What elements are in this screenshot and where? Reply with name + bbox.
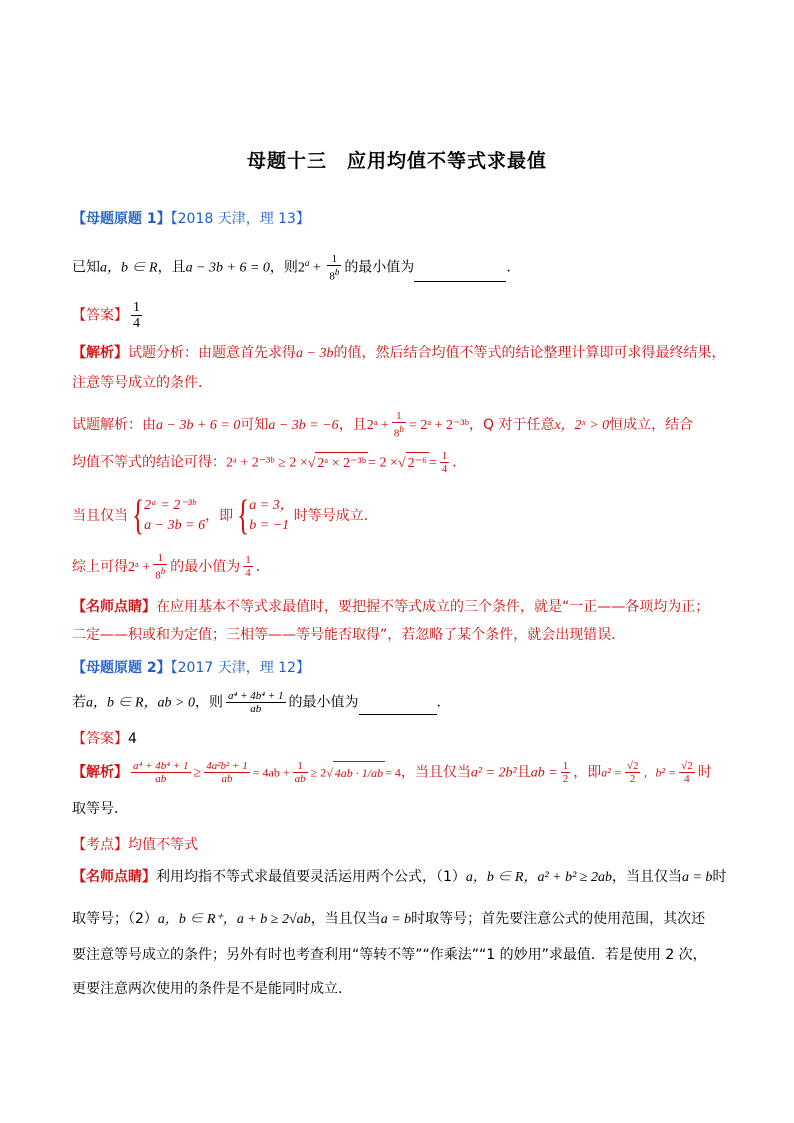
note2-c: ，当且仅当 <box>611 869 682 885</box>
q2-vars: a，b ∈ R <box>86 695 144 711</box>
analysis1-c: 的值，然后结合均值不等式的结论整理计算即可求得最终结果， <box>333 345 726 361</box>
an2-f2-num: 4a²b² + 1 <box>206 760 248 772</box>
sol1-e: ，且 <box>338 416 367 433</box>
problem1-header <box>72 208 732 230</box>
an2-cond-f: a² = <box>601 765 622 780</box>
system-2 <box>249 496 293 536</box>
sol2-radical-2: √ 2⁻⁶ <box>398 456 429 471</box>
answer2-value: 4 <box>128 731 137 747</box>
q2-fraction <box>226 690 286 715</box>
an2-ge: ≥ <box>193 765 202 781</box>
q1-then: ，则 <box>269 259 298 276</box>
sol1-h: ，Q 对于任意 <box>468 416 555 433</box>
problem2-header <box>72 657 732 679</box>
sys1-row1: 2ᵃ = 2⁻³ᵇ <box>144 498 196 513</box>
sol2-e: 2⁻⁶ <box>406 452 429 475</box>
analysis1-a: 试题分析：由题意首先求得 <box>128 345 296 361</box>
problem1-tag: 【母题原题 1】 <box>72 211 171 227</box>
q1-frac-den-base: 8 <box>329 270 335 283</box>
q2-cond: ，ab > 0 <box>143 695 196 711</box>
an2-cond-i: ，b² = <box>643 765 677 780</box>
conc-frac-den: 8$^b$ <box>155 566 166 582</box>
an2-f1-den: ab <box>155 773 167 785</box>
an2-b2-den: 4 <box>684 773 690 785</box>
sol1-b: a − 3b + 6 = 0 <box>156 417 241 433</box>
note2-l2a: 取等号；（2） <box>72 911 158 927</box>
an2-half <box>561 760 571 785</box>
an2-root: 4ab · 1/ab <box>333 761 385 784</box>
point2 <box>72 834 732 856</box>
answer1-num: 1 <box>133 300 140 315</box>
problem1-answer <box>72 300 732 331</box>
analysis1-tag: 【解析】 <box>72 345 128 361</box>
an2-frac1 <box>131 760 191 785</box>
solution1-line2 <box>72 450 732 475</box>
page-title: 母题十三 应用均值不等式求最值 <box>246 150 547 172</box>
q1-base: 2 <box>297 260 305 276</box>
q2-prefix: 若 <box>72 694 86 711</box>
analysis1-expr: a − 3b <box>296 346 334 361</box>
brace-2: { <box>237 493 250 539</box>
an2-cond-b: a² = 2b² <box>470 765 517 781</box>
q1-tail: 的最小值为 <box>344 259 415 276</box>
note2-d: a = b <box>681 870 713 885</box>
note2-a: 利用均指不等式求最值要灵活运用两个公式，（1） <box>156 869 466 885</box>
q1-prefix: 已知 <box>72 259 100 276</box>
note1-line1 <box>72 596 732 618</box>
answer2-tag: 【答案】 <box>72 731 128 747</box>
sol1-a: 试题解析：由 <box>72 416 156 433</box>
sol2-c: 2ᵃ × 2⁻³ᵇ <box>315 452 368 475</box>
problem1-source: 【2018 天津，理 13】 <box>170 211 310 227</box>
sol1-i: x，2ˣ > 0 <box>554 417 610 433</box>
sol1-d: a − 3b = −6 <box>268 417 339 433</box>
q2-frac-num: a⁴ + 4b⁴ + 1 <box>228 690 284 702</box>
an2-b2-num: √2 <box>681 760 693 772</box>
point2-value: 均值不等式 <box>128 837 198 853</box>
conc-a: 综上可得 <box>72 558 128 575</box>
note2-l2e: 时取等号；首先要注意公式的使用范围，其次还 <box>411 911 706 927</box>
sol2-frac-num: 1 <box>441 450 448 462</box>
conc-value-num: 1 <box>245 554 251 567</box>
problem2-tag: 【母题原题 2】 <box>72 660 171 676</box>
note1-tag: 【名师点睛】 <box>72 599 156 615</box>
sol1-c: 可知 <box>240 416 269 433</box>
q1-frac-den <box>327 266 341 283</box>
q1-frac-num: 1 <box>327 253 341 266</box>
answer1-tag: 【答案】 <box>72 307 128 324</box>
sol1-frac-den: 8$^b$ <box>393 424 404 440</box>
eq-mid: ，即 <box>205 508 234 524</box>
sol2-a: 均值不等式的结论可得： <box>72 454 226 471</box>
an2-b2-frac <box>679 760 695 785</box>
analysis2-line2: 取等号． <box>72 801 128 817</box>
note2-line4: 更要注意两次使用的条件是不是能同时成立． <box>72 981 352 997</box>
conc-c: 的最小值为 <box>170 558 241 575</box>
q1-exp: a <box>304 258 310 268</box>
an2-f1-num: a⁴ + 4b⁴ + 1 <box>133 760 189 772</box>
note2-b: a，b ∈ R，a² + b² ≥ 2ab <box>465 870 612 885</box>
note2-tag: 【名师点睛】 <box>72 869 156 885</box>
an2-cond-l: 时 <box>697 764 712 781</box>
analysis2-tag: 【解析】 <box>72 764 128 781</box>
sys2-row2: b = −1 <box>249 518 290 533</box>
sol2-d: = 2 × <box>368 455 398 471</box>
sol1-frac-num: 1 <box>392 410 406 423</box>
conc-value-den: 4 <box>245 567 251 580</box>
q1-end: ． <box>506 259 521 276</box>
sol1-j: 恒成立，结合 <box>609 416 694 433</box>
analysis2-line1 <box>72 760 732 785</box>
equality1-line <box>72 494 732 538</box>
note1-line2: 二定——积或和为定值；三相等——等号能否取得”，若忽略了某个条件，就会出现错误． <box>72 627 626 643</box>
note2-line2 <box>72 908 732 931</box>
an2-cond-e: ，即 <box>573 764 602 781</box>
system-1 <box>144 496 205 536</box>
note2-l2d: a = b <box>380 912 412 927</box>
conc-d: ． <box>255 558 270 575</box>
problem2-question <box>72 690 732 715</box>
q1-frac-den-exp: b <box>334 266 340 277</box>
an2-f3-den: ab <box>294 773 306 785</box>
q1-fraction <box>327 253 341 283</box>
problem2-source: 【2017 天津，理 12】 <box>170 660 310 676</box>
q2-tail: 的最小值为 <box>288 694 359 711</box>
an2-ge2: ≥ 2 <box>310 765 327 780</box>
conc-frac-num: 1 <box>153 552 167 565</box>
sys2-row1: a = 3， <box>249 498 294 513</box>
sol1-g: = 2ᵃ + 2⁻³ᵇ <box>408 417 469 433</box>
note2-line1 <box>72 866 732 889</box>
sol2-b: 2ᵃ + 2⁻³ᵇ ≥ 2 × <box>226 455 308 471</box>
an2-cond-d: ab = <box>530 765 558 781</box>
answer-blank-1 <box>414 259 506 282</box>
solution1-line1 <box>72 410 732 440</box>
sol2-frac-den: 4 <box>441 463 448 475</box>
sol2-g: ． <box>452 454 467 471</box>
an2-res: = 4 <box>385 765 401 780</box>
q1-cond: ，且 <box>157 259 186 276</box>
an2-frac3 <box>293 760 308 785</box>
an2-cond-c: 且 <box>516 764 531 781</box>
q2-end: ． <box>436 694 451 711</box>
point2-tag: 【考点】 <box>72 837 128 853</box>
problem1-question <box>72 252 732 282</box>
note2-line3: 要注意等号成立的条件；另外有时也考查利用“等转不等”“作乘法”“1 的妙用”求最值．若是使用 2 次， <box>72 947 707 963</box>
brace-1: { <box>132 493 145 539</box>
an2-f3-num: 1 <box>293 760 308 773</box>
note2-l2b: a，b ∈ R⁺，a + b ≥ 2√ab <box>157 912 311 927</box>
an2-cond-a: ，当且仅当 <box>400 764 471 781</box>
an2-radical: √ 4ab · 1/ab <box>326 766 385 780</box>
an2-a2-frac <box>625 760 641 785</box>
problem2-answer <box>72 728 732 750</box>
conc-fraction <box>153 552 167 582</box>
sol2-fraction <box>440 450 450 475</box>
answer1-fraction <box>131 300 142 331</box>
eq-end: 时等号成立． <box>293 508 378 524</box>
note1-text: 在应用基本不等式求最值时，要把握不等式成立的三个条件，就是“一正——各项均为正； <box>156 599 710 615</box>
q2-then: ，则 <box>195 694 224 711</box>
q1-equation: a − 3b + 6 = 0 <box>185 260 270 276</box>
an2-f2-den: ab <box>221 773 233 785</box>
sol2-f: = <box>428 455 437 471</box>
sol1-f: 2ᵃ + <box>366 417 389 433</box>
sol2-radical-1: √ 2ᵃ × 2⁻³ᵇ <box>308 456 368 471</box>
an2-half-den: 2 <box>562 773 569 785</box>
q2-frac-den: ab <box>250 703 262 715</box>
an2-half-num: 1 <box>562 760 569 772</box>
an2-a2-num: √2 <box>626 760 639 772</box>
eq-a: 当且仅当 <box>72 508 128 524</box>
analysis1-line2: 注意等号成立的条件． <box>72 375 212 391</box>
analysis1-line1 <box>72 342 732 365</box>
answer1-den: 4 <box>133 316 140 331</box>
an2-eq: = 4ab + <box>252 765 290 780</box>
note2-e: 时 <box>712 869 727 885</box>
an2-a2-den: 2 <box>629 773 636 785</box>
sol1-fraction <box>392 410 406 440</box>
sys1-row2: a − 3b = 6 <box>144 518 206 533</box>
answer-blank-2 <box>359 692 437 715</box>
conc-b: 2ᵃ + <box>128 559 151 575</box>
q1-plus: + <box>309 260 325 276</box>
note2-l2c: ，当且仅当 <box>310 911 381 927</box>
q1-vars: a，b ∈ R <box>100 260 158 276</box>
an2-frac2 <box>204 760 250 785</box>
conc-value <box>243 554 253 579</box>
conclusion1 <box>72 552 732 582</box>
